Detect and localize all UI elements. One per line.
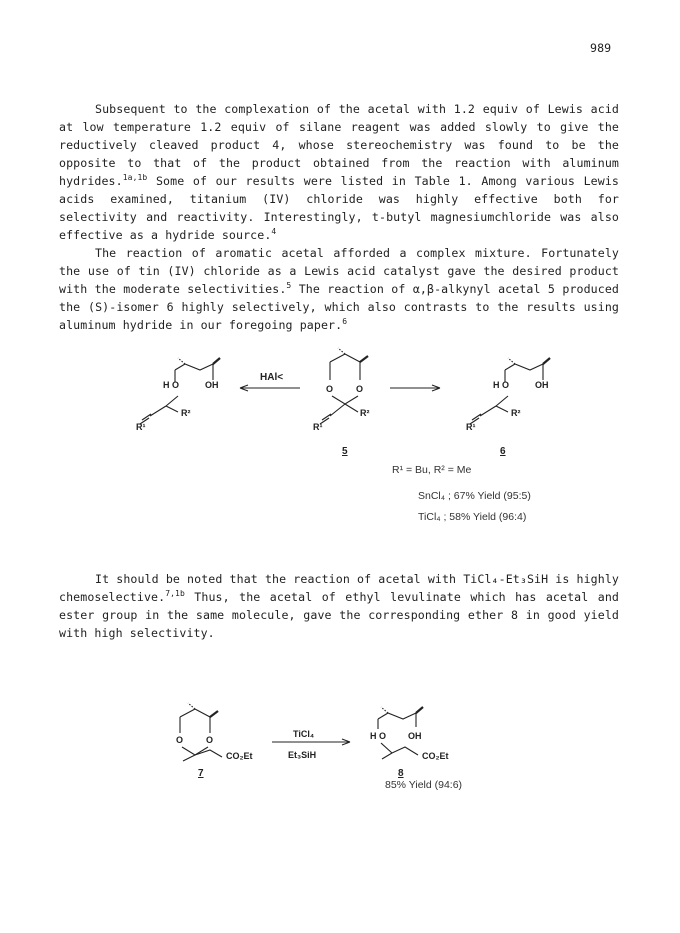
condition-sncl4: SnCl₄ ; 67% Yield (95:5) xyxy=(418,490,531,502)
compound-8-label: 8 xyxy=(398,768,404,779)
label-h-o-right: H O xyxy=(493,380,510,390)
label-r2-right: R² xyxy=(511,408,521,418)
para2-text: The reaction of aromatic acetal afforded a complex mixture. Fortunately the use of tin (IV) chloride as a Lewis acid catalyst gave the desired product with the moderate selectivities. xyxy=(59,246,619,296)
label-r1-right: R¹ xyxy=(466,422,476,432)
ref-7-1b: 7,1b xyxy=(165,589,185,599)
label-r1-left: R¹ xyxy=(136,422,146,432)
label-oh-right: OH xyxy=(535,380,549,390)
para1-text: Subsequent to the complexation of the acetal with 1.2 equiv of Lewis acid at low temperature 1.2 equiv of silane reagent was added slowly to give the reductively cleaved product 4, whose stereochemistry was found to be the opposite to that of the product obtained from the reaction with aluminum hydrides. xyxy=(59,102,619,188)
compound-5-label: 5 xyxy=(342,446,348,457)
label-o-7b: O xyxy=(206,735,214,745)
reagent-et3sih: Et₃SiH xyxy=(288,750,317,760)
ref-1a-1b: 1a,1b xyxy=(122,173,148,183)
yield-85: 85% Yield (94:6) xyxy=(385,779,463,791)
paragraph-3 xyxy=(59,570,619,642)
ref-5: 5 xyxy=(286,281,292,291)
label-oh-8: OH xyxy=(408,731,422,741)
scheme-1 xyxy=(0,340,680,470)
group-co2et-7: CO₂Et xyxy=(226,751,253,761)
para2-text2: The reaction of α,β-alkynyl acetal 5 produced the (S)-isomer 6 highly selectively, which also contrasts to the results using aluminum hydride in our foregoing paper. xyxy=(59,282,620,332)
para3-text: It should be noted that the reaction of acetal with TiCl₄-Et₃SiH is highly chemoselective. xyxy=(59,572,619,604)
compound-6-label: 6 xyxy=(500,446,506,457)
label-r2-left: R² xyxy=(181,408,191,418)
label-r1-mid: R¹ xyxy=(313,422,323,432)
ref-6: 6 xyxy=(342,317,348,327)
para3-text2: Thus, the acetal of ethyl levulinate which has acetal and ester group in the same molecule, gave the corresponding ether 8 in good yield with high selectivity. xyxy=(59,590,619,640)
label-r2-mid: R² xyxy=(360,408,370,418)
reagent-ticl4: TiCl₄ xyxy=(293,729,315,739)
para1-text2: Some of our results were listed in Table 1. Among various Lewis acids examined, titanium (IV) chloride was highly effective both for selectivity and reactivity. Interestingly, t-butyl magnesiumchloride was also effective as a hydride source. xyxy=(59,174,619,242)
scheme-2 xyxy=(0,695,680,795)
group-co2et-8: CO₂Et xyxy=(422,751,449,761)
label-h-o-8: H O xyxy=(370,731,387,741)
reagent-hal: HAl< xyxy=(260,372,284,383)
condition-r-groups: R¹ = Bu, R² = Me xyxy=(392,464,472,476)
label-o-7a: O xyxy=(176,735,184,745)
label-oh-left: OH xyxy=(205,380,219,390)
label-o-ring-1: O xyxy=(326,384,334,394)
ref-4: 4 xyxy=(271,227,277,237)
compound-7-label: 7 xyxy=(198,768,204,779)
label-o-ring-2: O xyxy=(356,384,364,394)
label-h-o-left: H O xyxy=(163,380,180,390)
condition-ticl4: TiCl₄ ; 58% Yield (96:4) xyxy=(418,511,527,523)
page-number: 989 xyxy=(590,41,612,55)
paragraph-1 xyxy=(59,100,619,334)
